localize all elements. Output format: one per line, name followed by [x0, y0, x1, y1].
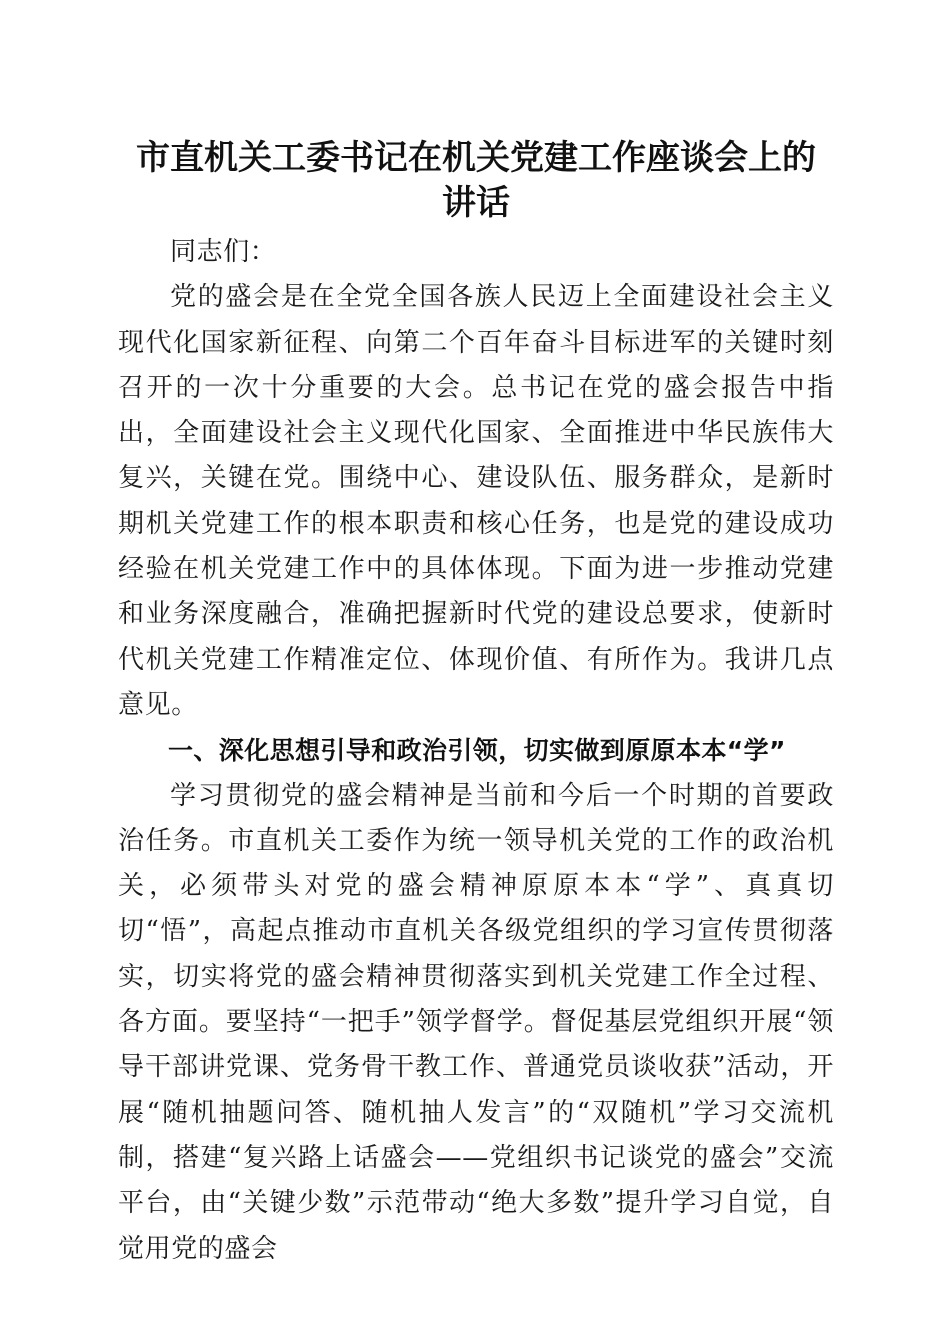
document-title — [118, 136, 834, 226]
intro-paragraph: 党的盛会是在全党全国各族人民迈上全面建设社会主义现代化国家新征程、向第二个百年奋斗目标进军的关键时刻召开的一次十分重要的大会。总书记在党的盛会报告中指出，全面建设社会主义现代化国家、全面推进中华民族伟大复兴，关键在党。围绕中心、建设队伍、服务群众，是新时期机关党建工作的根本职责和核心任务，也是党的建设成功经验在机关党建工作中的具体体现。下面为进一步推动党建和业务深度融合，准确把握新时代党的建设总要求，使新时代机关党建工作精准定位、体现价值、有所作为。我讲几点意见。 — [118, 282, 834, 720]
salutation: 同志们： — [170, 237, 277, 267]
document-content — [118, 230, 834, 1272]
section-heading-1: 一、深化思想引导和政治引领，切实做到原原本本“学” — [168, 736, 786, 766]
title-line-2: 讲话 — [442, 183, 510, 223]
section-1-paragraph: 学习贯彻党的盛会精神是当前和今后一个时期的首要政治任务。市直机关工委作为统一领导机关党的工作的政治机关，必须带头对党的盛会精神原原本本“学”、真真切切“悟”，高起点推动市直机关各级党组织的学习宣传贯彻落实，切实将党的盛会精神贯彻落实到机关党建工作全过程、各方面。要坚持“一把手”领学督学。督促基层党组织开展“领导干部讲党课、党务骨干教工作、普通党员谈收获”活动，开展“随机抽题问答、随机抽人发言”的“双随机”学习交流机制，搭建“复兴路上话盛会——党组织书记谈党的盛会”交流平台，由“关键少数”示范带动“绝大多数”提升学习自觉，自觉用党的盛会 — [118, 780, 834, 1264]
title-line-1: 市直机关工委书记在机关党建工作座谈会上的 — [136, 138, 816, 178]
document-body — [118, 136, 834, 1272]
